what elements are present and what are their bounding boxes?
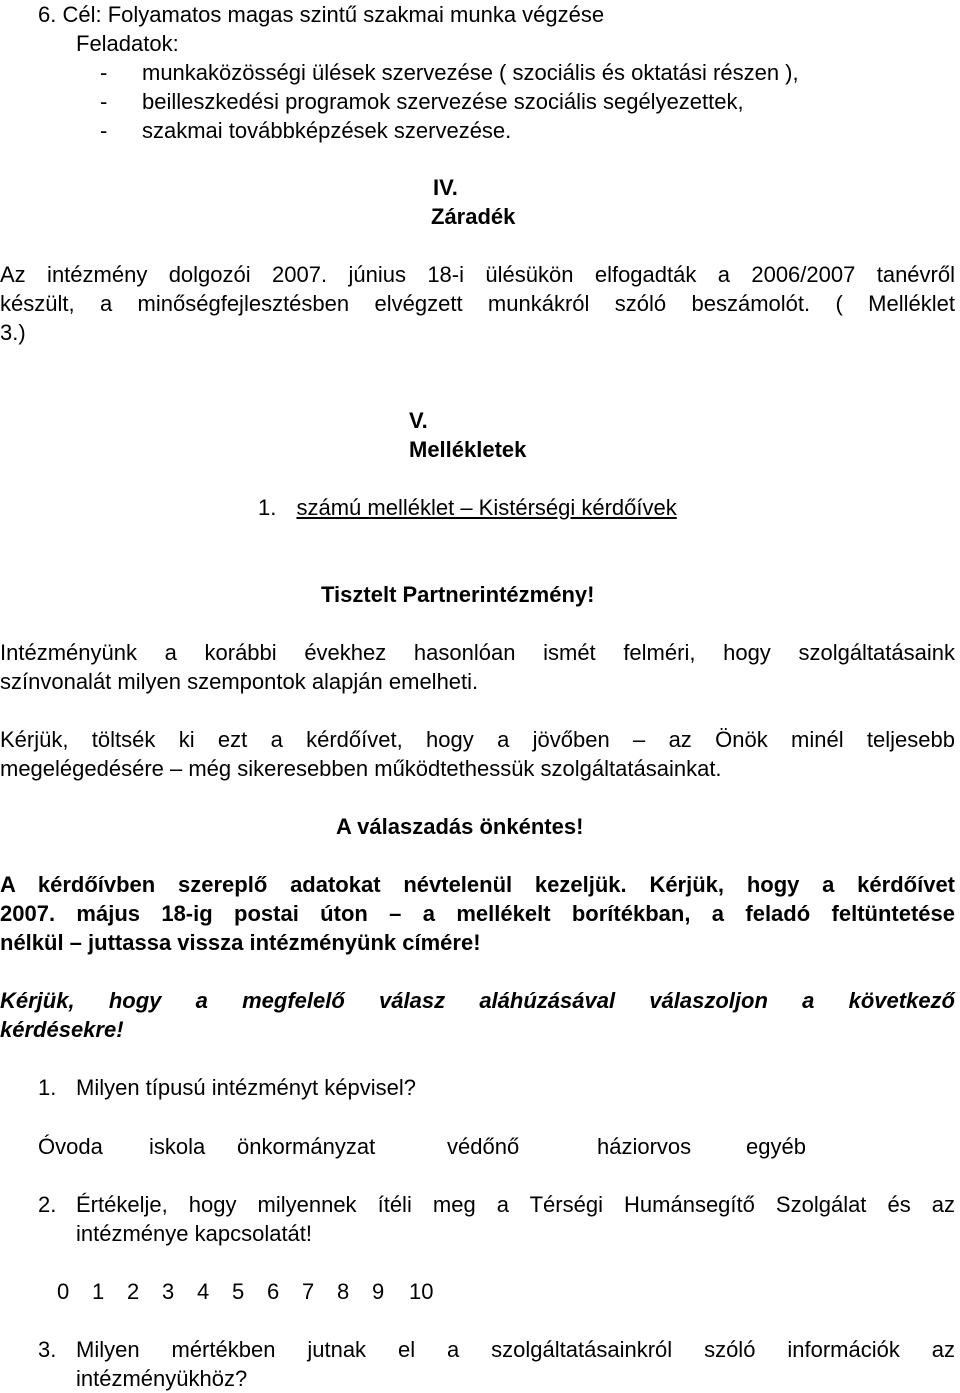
scale-option[interactable]: 9 (372, 1279, 385, 1304)
letter-paragraph-line: Intézményünk a korábbi évekhez hasonlóan ismét felméri, hogy szolgáltatásaink (0, 640, 955, 665)
annex-title: számú melléklet – Kistérségi kérdőívek (296, 495, 677, 520)
scale-option[interactable]: 2 (127, 1279, 140, 1304)
section-5-title: Mellékletek (409, 437, 527, 462)
question-number: 1. (38, 1075, 57, 1100)
answer-option[interactable]: háziorvos (597, 1134, 692, 1159)
question-text: intézményükhöz? (76, 1366, 248, 1391)
answer-option[interactable]: iskola (149, 1134, 206, 1159)
scale-option[interactable]: 3 (162, 1279, 175, 1304)
letter-paragraph-line: megelégedésére – még sikeresebben működtethessük szolgáltatásainkat. (0, 756, 722, 781)
question-text: Milyen típusú intézményt képvisel? (76, 1075, 416, 1100)
task-text: beilleszkedési programok szervezése szociális segélyezettek, (142, 89, 744, 114)
section-4-roman: IV. (433, 175, 458, 200)
dash-bullet: - (100, 60, 108, 85)
annex-heading (258, 493, 677, 522)
instruction-line: Kérjük, hogy a megfelelő válasz aláhúzásával válaszoljon a következő (0, 988, 955, 1013)
voluntary-notice: A válaszadás önkéntes! (336, 814, 584, 839)
section-4-title: Záradék (431, 204, 516, 229)
question-number: 3. (38, 1337, 57, 1362)
anonymity-paragraph-line: 2007. május 18-ig postai úton – a mellékelt borítékban, a feladó feltüntetése (0, 901, 955, 926)
scale-option[interactable]: 4 (197, 1279, 210, 1304)
anonymity-paragraph-line: nélkül – juttassa vissza intézményünk címére! (0, 930, 481, 955)
scale-option[interactable]: 6 (267, 1279, 280, 1304)
section-6-heading: 6. Cél: Folyamatos magas szintű szakmai munka végzése (38, 2, 605, 27)
question-2 (38, 1190, 955, 1248)
scale-option[interactable]: 5 (232, 1279, 245, 1304)
section-4-paragraph-line: készült, a minőségfejlesztésben elvégzett munkákról szóló beszámolót. ( Melléklet (0, 291, 955, 316)
dash-bullet: - (100, 118, 108, 143)
task-item (100, 58, 799, 87)
dash-bullet: - (100, 89, 108, 114)
section-4-paragraph-line: Az intézmény dolgozói 2007. június 18-i ülésükön elfogadták a 2006/2007 tanévről (0, 262, 955, 287)
scale-option[interactable]: 0 (57, 1279, 70, 1304)
task-text: munkaközösségi ülések szervezése ( szociális és oktatási részen ), (142, 60, 799, 85)
letter-paragraph-line: Kérjük, töltsék ki ezt a kérdőívet, hogy a jövőben – az Önök minél teljesebb (0, 727, 955, 752)
annex-number: 1. (258, 495, 277, 520)
section-4-paragraph-line: 3.) (0, 320, 26, 345)
question-3 (38, 1335, 955, 1393)
task-item (100, 116, 511, 145)
answer-option[interactable]: önkormányzat (237, 1134, 376, 1159)
task-item (100, 87, 744, 116)
scale-option[interactable]: 10 (409, 1279, 434, 1304)
anonymity-paragraph-line: A kérdőívben szereplő adatokat névtelenül kezeljük. Kérjük, hogy a kérdőívet (0, 872, 955, 897)
scale-option[interactable]: 7 (302, 1279, 315, 1304)
scale-option[interactable]: 1 (92, 1279, 105, 1304)
question-text: Milyen mértékben jutnak el a szolgáltatásainkról szóló információk az (76, 1337, 955, 1362)
salutation: Tisztelt Partnerintézmény! (321, 582, 595, 607)
question-number: 2. (38, 1192, 57, 1217)
question-1 (38, 1073, 955, 1102)
question-text: intézménye kapcsolatát! (76, 1221, 313, 1246)
task-text: szakmai továbbképzések szervezése. (142, 118, 512, 143)
tasks-label: Feladatok: (76, 31, 179, 56)
instruction-line: kérdésekre! (0, 1017, 124, 1042)
answer-option[interactable]: egyéb (746, 1134, 806, 1159)
letter-paragraph-line: színvonalát milyen szempontok alapján emelheti. (0, 669, 479, 694)
section-5-roman: V. (409, 408, 428, 433)
answer-option[interactable]: védőnő (447, 1134, 520, 1159)
scale-option[interactable]: 8 (337, 1279, 350, 1304)
question-text: Értékelje, hogy milyennek ítéli meg a Térségi Humánsegítő Szolgálat és az (76, 1192, 955, 1217)
answer-option[interactable]: Óvoda (38, 1134, 103, 1159)
